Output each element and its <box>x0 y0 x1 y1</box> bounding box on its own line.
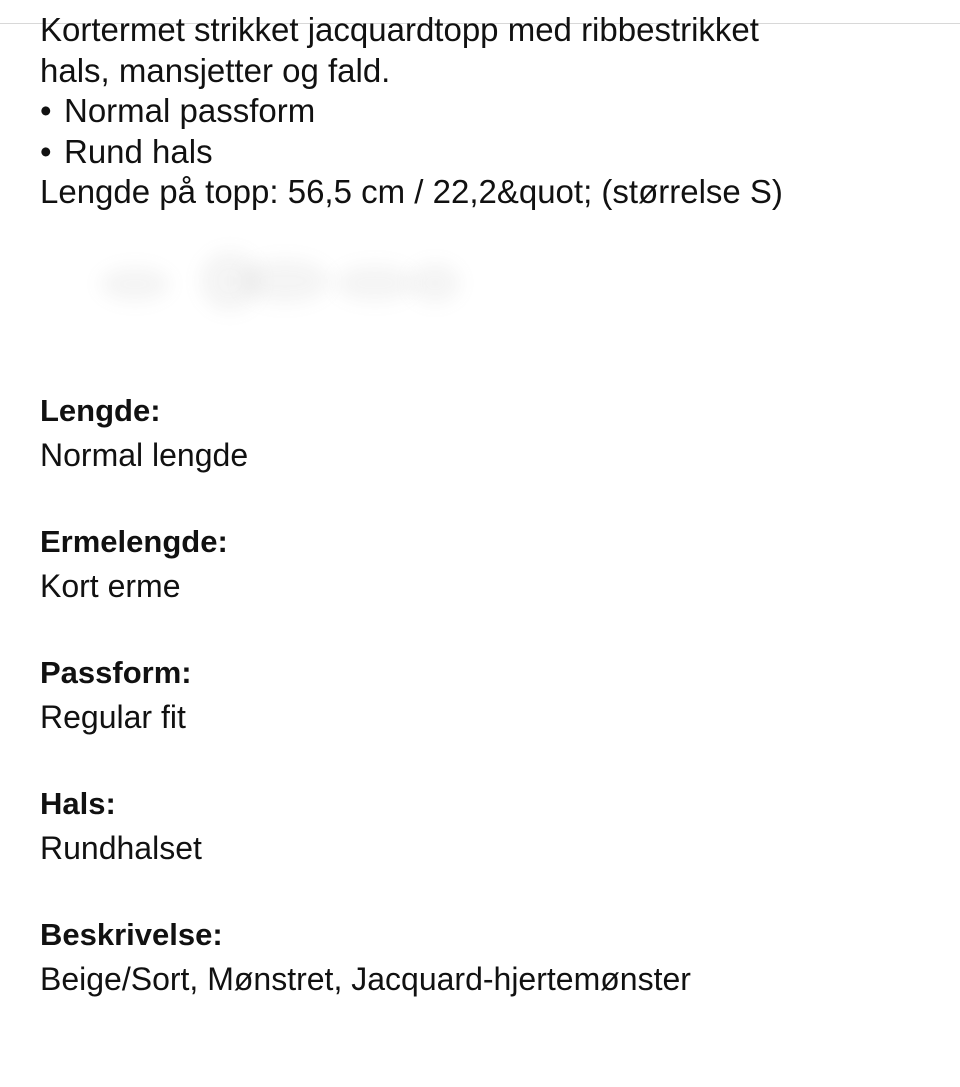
attribute-label: Hals: <box>40 786 116 821</box>
attribute-value: Beige/Sort, Mønstret, Jacquard-hjertemønster <box>40 961 691 997</box>
product-attributes <box>40 392 940 1047</box>
attribute-label: Beskrivelse: <box>40 917 223 952</box>
description-line-2: hals, mansjetter og fald. <box>40 51 391 89</box>
blurred-content <box>90 245 470 325</box>
bullet-text: Normal passform <box>64 92 316 129</box>
bullet-text: Rund hals <box>64 132 213 170</box>
description-line-1: Kortermet strikket jacquardtopp med ribbestrikket <box>40 11 759 48</box>
attribute-beskrivelse <box>40 916 940 1047</box>
bullet-marker: • <box>40 92 52 129</box>
attribute-value: Kort erme <box>40 568 181 604</box>
attribute-value: Rundhalset <box>40 830 202 866</box>
product-description <box>40 10 940 213</box>
attribute-hals <box>40 785 940 916</box>
attribute-label: Ermelengde: <box>40 524 228 559</box>
attribute-lengde <box>40 392 940 523</box>
length-note: Lengde på topp: 56,5 cm / 22,2&quot; (størrelse S) <box>40 173 783 210</box>
attribute-ermelengde <box>40 523 940 654</box>
attribute-label: Lengde: <box>40 393 161 428</box>
attribute-passform <box>40 654 940 785</box>
bullet-item-passform <box>40 91 940 132</box>
attribute-value: Normal lengde <box>40 437 249 473</box>
bullet-marker: • <box>40 132 52 170</box>
attribute-value: Regular fit <box>40 699 186 735</box>
bullet-item-hals <box>40 132 940 173</box>
attribute-label: Passform: <box>40 655 192 690</box>
